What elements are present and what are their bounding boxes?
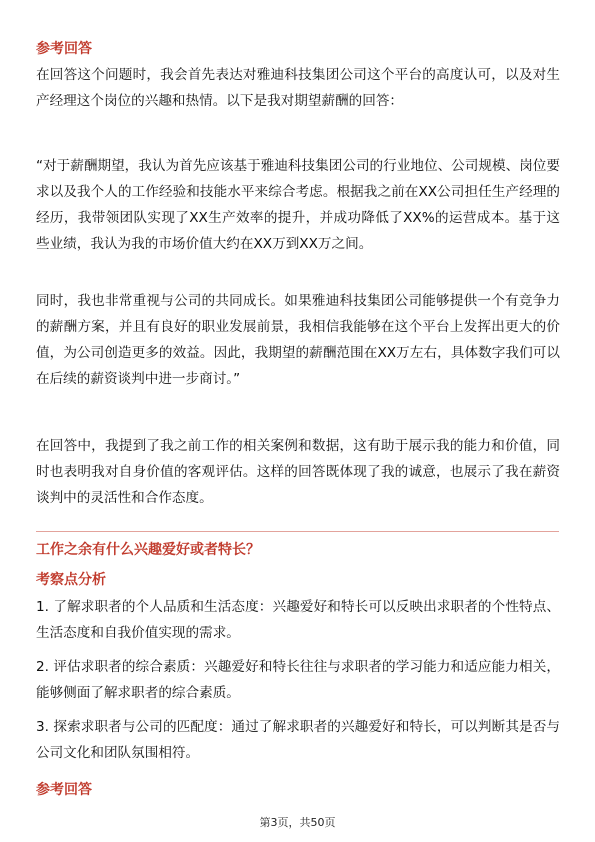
question-heading: 工作之余有什么兴趣爱好或者特长？ xyxy=(36,542,260,558)
answer-paragraph-3: 同时，我也非常重视与公司的共同成长。如果雅迪科技集团公司能够提供一个有竞争力的薪酬方案，并且有良好的职业发展前景，我相信我能够在这个平台上发挥出更大的价值，为公司创造更多的效益。因此，我期望的薪酬范围在XX万左右，具体数字我们可以在后续的薪资谈判中进一步商讨。” xyxy=(36,293,560,387)
answer-heading-1: 参考回答 xyxy=(36,41,92,57)
answer-paragraph-2: “对于薪酬期望，我认为首先应该基于雅迪科技集团公司的行业地位、公司规模、岗位要求以及我个人的工作经验和技能水平来综合考虑。根据我之前在XX公司担任生产经理的经历，我带领团队实现了XX生产效率的提升，并成功降低了XX%的运营成本。基于这些业绩，我认为我的市场价值大约在XX万到XX万之间。 xyxy=(36,158,560,252)
answer-paragraph-1: 在回答这个问题时，我会首先表达对雅迪科技集团公司这个平台的高度认可，以及对生产经理这个岗位的兴趣和热情。以下是我对期望薪酬的回答： xyxy=(36,67,560,109)
analysis-point-3: 3. 探索求职者与公司的匹配度：通过了解求职者的兴趣爱好和特长，可以判断其是否与公司文化和团队氛围相符。 xyxy=(36,719,560,761)
analysis-point-2: 2. 评估求职者的综合素质：兴趣爱好和特长往往与求职者的学习能力和适应能力相关，能够侧面了解求职者的综合素质。 xyxy=(36,659,560,701)
section-divider xyxy=(36,531,559,532)
analysis-heading: 考察点分析 xyxy=(36,572,106,588)
page-number: 第3页，共50页 xyxy=(259,816,336,829)
answer-heading-2: 参考回答 xyxy=(36,782,92,798)
analysis-point-1: 1. 了解求职者的个人品质和生活态度：兴趣爱好和特长可以反映出求职者的个性特点、生活态度和自我价值实现的需求。 xyxy=(36,599,560,641)
answer-paragraph-4: 在回答中，我提到了我之前工作的相关案例和数据，这有助于展示我的能力和价值，同时也表明我对自身价值的客观评估。这样的回答既体现了我的诚意，也展示了我在薪资谈判中的灵活性和合作态度。 xyxy=(36,438,560,506)
